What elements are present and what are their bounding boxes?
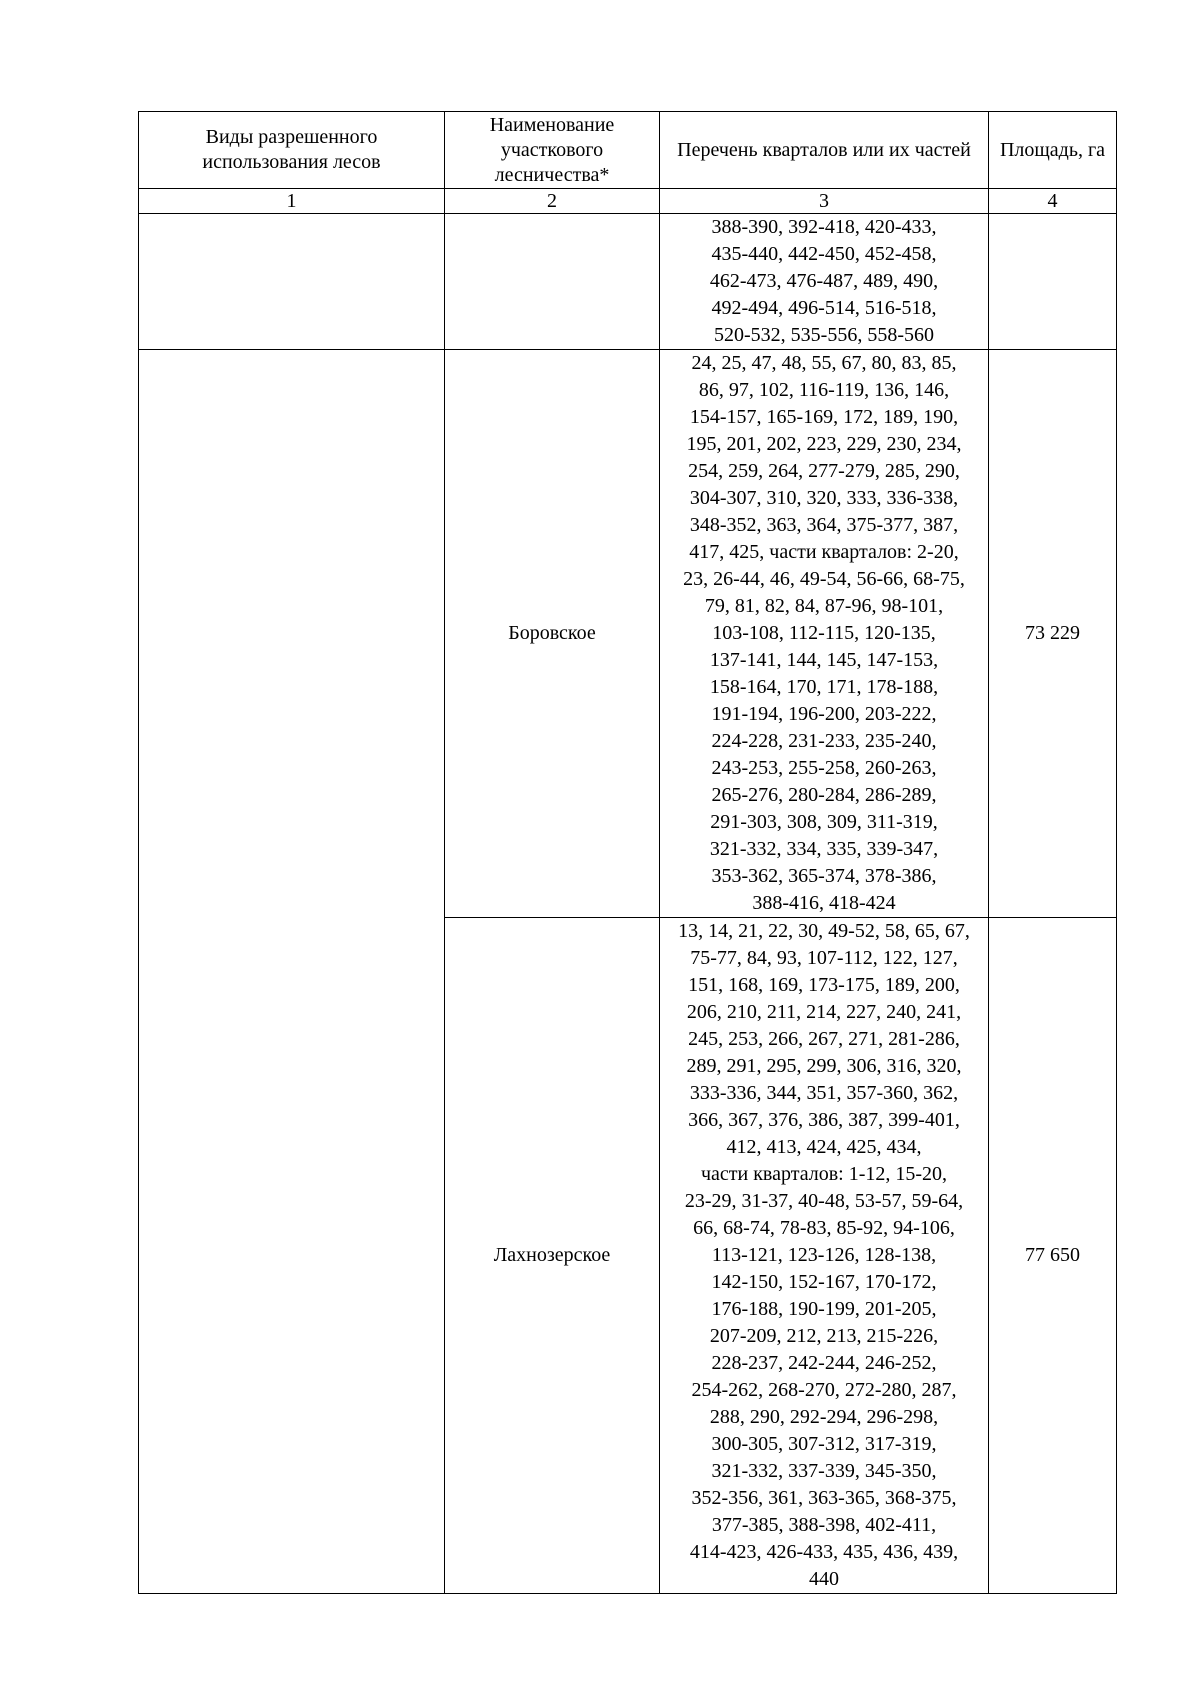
quarters-line: 195, 201, 202, 223, 229, 230, 234, <box>686 433 962 455</box>
quarters-line: 492-494, 496-514, 516-518, <box>711 297 937 319</box>
quarters-line: 86, 97, 102, 116-119, 136, 146, <box>698 379 950 401</box>
column-number: 1 <box>139 189 445 214</box>
quarters-line: 265-276, 280-284, 286-289, <box>711 784 937 806</box>
forest-use-table <box>138 111 1117 1594</box>
quarters-line: 24, 25, 47, 48, 55, 67, 80, 83, 85, <box>691 352 957 374</box>
table-row <box>139 214 1117 350</box>
column-number-row <box>139 189 1117 214</box>
quarters-line: 321-332, 337-339, 345-350, <box>711 1460 937 1482</box>
quarters-line: 79, 81, 82, 84, 87-96, 98-101, <box>704 595 944 617</box>
quarters-cell <box>660 214 989 350</box>
quarters-line: 388-390, 392-418, 420-433, <box>711 216 937 238</box>
quarters-line: 23, 26-44, 46, 49-54, 56-66, 68-75, <box>683 568 965 590</box>
table-row <box>139 350 1117 918</box>
table-header-row <box>139 112 1117 189</box>
quarters-line: 291-303, 308, 309, 311-319, <box>710 811 938 833</box>
quarters-line: 289, 291, 295, 299, 306, 316, 320, <box>686 1055 962 1077</box>
quarters-line: 23-29, 31-37, 40-48, 53-57, 59-64, <box>684 1190 964 1212</box>
quarters-line: 366, 367, 376, 386, 387, 399-401, <box>688 1109 960 1131</box>
column-number: 2 <box>445 189 660 214</box>
quarters-line: 151, 168, 169, 173-175, 189, 200, <box>688 974 960 996</box>
quarters-line: 462-473, 476-487, 489, 490, <box>709 270 939 292</box>
use-type-cell <box>139 214 445 350</box>
column-number: 3 <box>660 189 989 214</box>
quarters-line: 13, 14, 21, 22, 30, 49-52, 58, 65, 67, <box>678 920 970 942</box>
quarters-line: 417, 425, части кварталов: 2-20, <box>689 541 959 563</box>
quarters-line: 245, 253, 266, 267, 271, 281-286, <box>688 1028 960 1050</box>
quarters-cell <box>660 918 989 1594</box>
column-number: 4 <box>989 189 1117 214</box>
header-quarters-list: Перечень кварталов или их частей <box>660 112 989 189</box>
quarters-line: 254, 259, 264, 277-279, 285, 290, <box>688 460 960 482</box>
quarters-line: части кварталов: 1-12, 15-20, <box>700 1163 948 1185</box>
quarters-line: 228-237, 242-244, 246-252, <box>711 1352 937 1374</box>
quarters-line: 142-150, 152-167, 170-172, <box>711 1271 937 1293</box>
header-area: Площадь, га <box>989 112 1117 189</box>
area-cell: 73 229 <box>989 350 1117 918</box>
quarters-line: 414-423, 426-433, 435, 436, 439, <box>689 1541 959 1563</box>
quarters-cell <box>660 350 989 918</box>
quarters-line: 353-362, 365-374, 378-386, <box>711 865 937 887</box>
quarters-line: 435-440, 442-450, 452-458, <box>711 243 937 265</box>
quarters-line: 158-164, 170, 171, 178-188, <box>709 676 939 698</box>
quarters-line: 224-228, 231-233, 235-240, <box>711 730 937 752</box>
quarters-line: 300-305, 307-312, 317-319, <box>711 1433 937 1455</box>
header-forestry-name: Наименование участкового лесничества* <box>445 112 660 189</box>
use-type-cell <box>139 350 445 1594</box>
quarters-line: 388-416, 418-424 <box>752 892 896 914</box>
quarters-line: 288, 290, 292-294, 296-298, <box>709 1406 939 1428</box>
quarters-line: 176-188, 190-199, 201-205, <box>711 1298 937 1320</box>
area-cell: 77 650 <box>989 918 1117 1594</box>
quarters-line: 377-385, 388-398, 402-411, <box>711 1514 937 1536</box>
quarters-line: 103-108, 112-115, 120-135, <box>712 622 936 644</box>
quarters-line: 206, 210, 211, 214, 227, 240, 241, <box>686 1001 962 1023</box>
quarters-line: 333-336, 344, 351, 357-360, 362, <box>689 1082 959 1104</box>
quarters-line: 520-532, 535-556, 558-560 <box>714 324 934 346</box>
quarters-line: 440 <box>809 1568 839 1590</box>
quarters-line: 113-121, 123-126, 128-138, <box>711 1244 937 1266</box>
quarters-line: 75-77, 84, 93, 107-112, 122, 127, <box>690 947 958 969</box>
quarters-line: 304-307, 310, 320, 333, 336-338, <box>689 487 959 509</box>
forestry-cell <box>445 214 660 350</box>
quarters-line: 352-356, 361, 363-365, 368-375, <box>691 1487 957 1509</box>
forestry-cell: Боровское <box>445 350 660 918</box>
forestry-cell: Лахнозерское <box>445 918 660 1594</box>
quarters-line: 348-352, 363, 364, 375-377, 387, <box>689 514 959 536</box>
quarters-line: 137-141, 144, 145, 147-153, <box>709 649 939 671</box>
quarters-line: 154-157, 165-169, 172, 189, 190, <box>689 406 959 428</box>
area-cell <box>989 214 1117 350</box>
quarters-line: 243-253, 255-258, 260-263, <box>711 757 937 779</box>
quarters-line: 412, 413, 424, 425, 434, <box>726 1136 922 1158</box>
header-use-type: Виды разрешенного использования лесов <box>139 112 445 189</box>
quarters-line: 321-332, 334, 335, 339-347, <box>709 838 939 860</box>
quarters-line: 66, 68-74, 78-83, 85-92, 94-106, <box>693 1217 955 1239</box>
quarters-line: 207-209, 212, 213, 215-226, <box>709 1325 939 1347</box>
quarters-line: 191-194, 196-200, 203-222, <box>711 703 937 725</box>
quarters-line: 254-262, 268-270, 272-280, 287, <box>691 1379 957 1401</box>
